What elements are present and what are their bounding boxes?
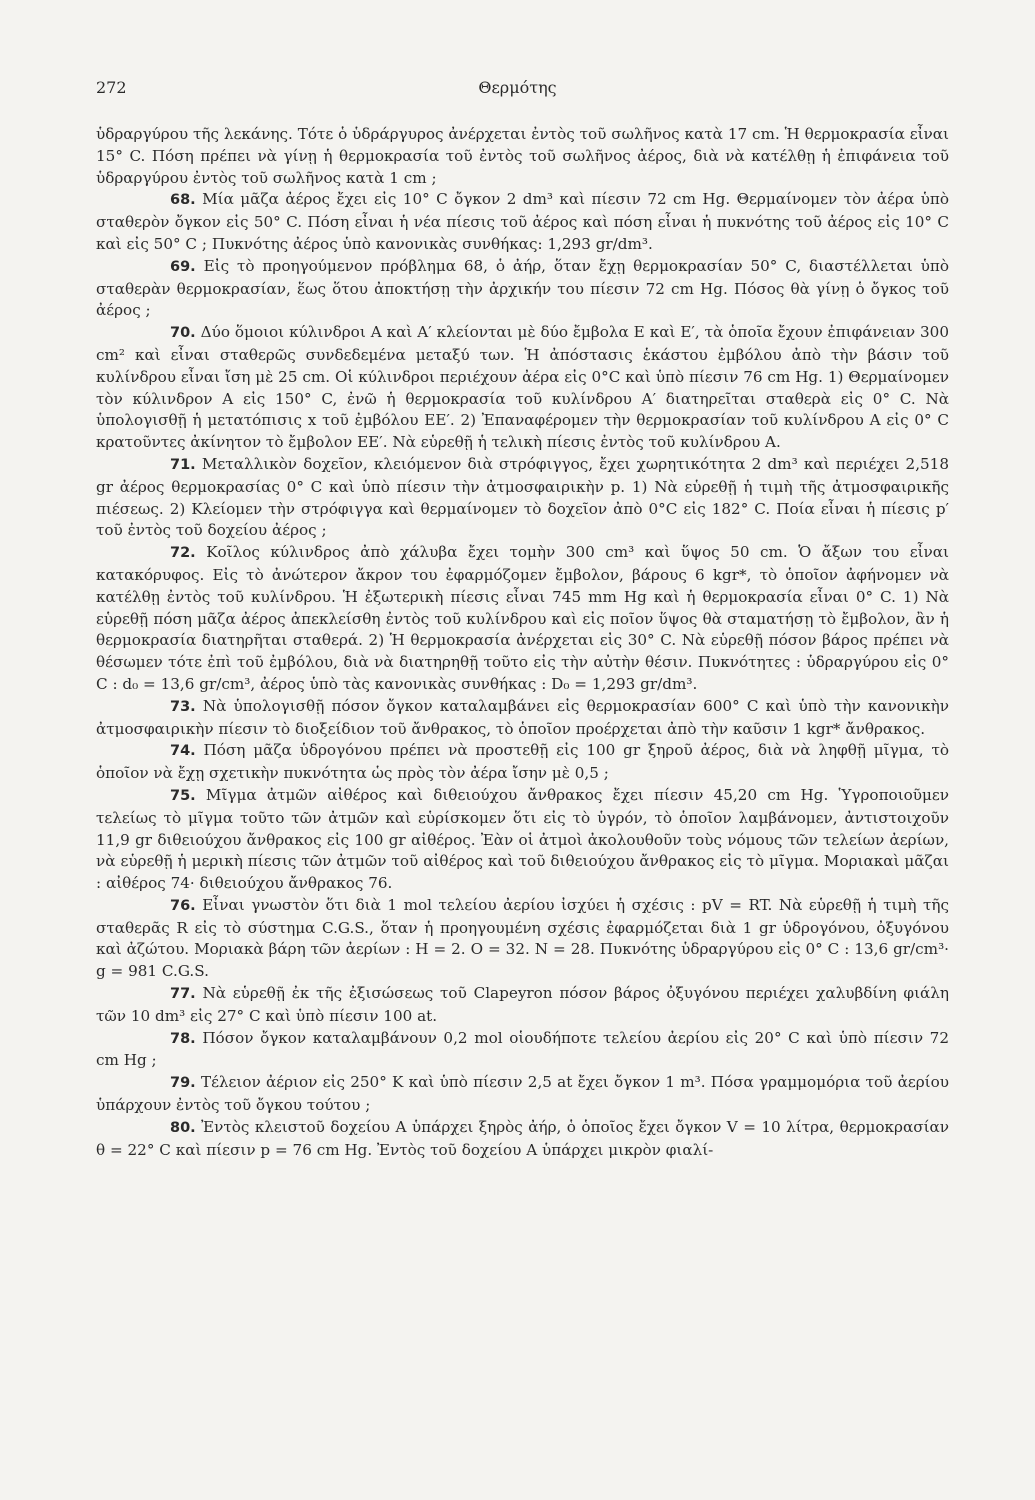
problem-number: 80. (170, 1119, 196, 1136)
problem-text: Νὰ ὑπολογισθῇ πόσον ὄγκον καταλαμβάνει εἰς θερμοκρασίαν 600° C καὶ ὑπὸ τὴν κανονικὴν ἀτμοσφαιρικὴν πίεσιν τὸ διοξείδιον τοῦ ἄνθρακος, τὸ ὁποῖον προέρχεται ἀπὸ τὴν καῦσιν 1 kgr* ἄνθρακος. (96, 696, 950, 738)
problem-79 (96, 1072, 949, 1117)
problem-text: Νὰ εὑρεθῇ ἐκ τῆς ἐξισώσεως τοῦ Clapeyron πόσον βάρος ὀξυγόνου περιέχει χαλυβδίνη φιάλη τῶν 10 dm³ εἰς 27° C καὶ ὑπὸ πίεσιν 100 at. (96, 984, 949, 1025)
problem-text: Ἐντὸς κλειστοῦ δοχείου Α ὑπάρχει ξηρὸς ἀήρ, ὁ ὁποῖος ἔχει ὄγκον V = 10 λίτρα, θερμοκρασίαν θ = 22° C καὶ πίεσιν p = 76 cm Hg. Ἐντὸς τοῦ δοχείου Α ὑπάρχει μικρὸν φιαλί- (96, 1117, 950, 1159)
problem-number: 76. (170, 897, 196, 914)
problem-number: 70. (170, 325, 196, 342)
problem-72 (96, 542, 949, 696)
problem-text: Μεταλλικὸν δοχεῖον, κλειόμενον διὰ στρόφιγγος, ἔχει χωρητικότητα 2 dm³ καὶ περιέχει 2,518 gr ἀέρος θερμοκρασίας 0° C καὶ ὑπὸ πίεσιν τὴν ἀτμοσφαιρικὴν p. 1) Νὰ εὑρεθῇ ἡ τιμὴ τῆς ἀτμοσφαιρικῆς πιέσεως. 2) Κλείομεν τὴν στρόφιγγα καὶ θερμαίνομεν τὸ δοχεῖον ἀπὸ 0°C εἰς 182° C. Ποία εἶναι ἡ πίεσις p′ τοῦ ἐντὸς τοῦ δοχείου ἀέρος ; (96, 454, 950, 540)
running-title: Θερμότης (478, 78, 557, 97)
problem-text: Τέλειον ἀέριον εἰς 250° K καὶ ὑπὸ πίεσιν 2,5 at ἔχει ὄγκον 1 m³. Πόσα γραμμομόρια τοῦ ἀερίου ὑπάρχουν ἐντὸς τοῦ ὄγκου τούτου ; (96, 1073, 950, 1115)
page-header (96, 74, 939, 104)
page-number: 272 (96, 78, 127, 97)
problem-text: Εἰς τὸ προηγούμενον πρόβλημα 68, ὁ ἀήρ, ὅταν ἔχῃ θερμοκρασίαν 50° C, διαστέλλεται ὑπὸ σταθερὰν θερμοκρασίαν, ἕως ὅτου ἀποκτήσῃ τὴν ἀρχικήν του πίεσιν 72 cm Hg. Πόσος θὰ γίνῃ ὁ ὄγκος τοῦ ἀέρος ; (96, 256, 949, 320)
problem-number: 77. (170, 986, 196, 1003)
problem-number: 68. (170, 192, 196, 209)
problem-text: Μῖγμα ἀτμῶν αἰθέρος καὶ διθειούχου ἄνθρακος ἔχει πίεσιν 45,20 cm Hg. Ὑγροποιοῦμεν τελείως τὸ μῖγμα τοῦτο τῶν ἀτμῶν καὶ εὑρίσκομεν ὅτι εἰς τὸ ὑγρόν, τὸ ὁποῖον λαμβάνομεν, ἀντιστοιχοῦν 11,9 gr διθειούχου ἄνθρακος εἰς 100 gr αἰθέρος. Ἐὰν οἱ ἀτμοὶ ἀκολουθοῦν τοὺς νόμους τῶν τελείων ἀερίων, νὰ εὑρεθῇ ἡ μερικὴ πίεσις τῶν ἀτμῶν τοῦ αἰθέρος καὶ τοῦ διθειούχου ἄνθρακος εἰς τὸ μῖγμα. Μοριακαὶ μᾶζαι : αἰθέρος 74· διθειούχου ἄνθρακος 76. (96, 785, 950, 893)
problem-number: 74. (170, 743, 196, 760)
problem-text: Εἶναι γνωστὸν ὅτι διὰ 1 mol τελείου ἀερίου ἰσχύει ἡ σχέσις : pV = RT. Νὰ εὑρεθῇ ἡ τιμὴ τῆς σταθερᾶς R εἰς τὸ σύστημα C.G.S., ὅταν ἡ προηγουμένη σχέσις ἐφαρμόζεται διὰ 1 gr ὑδρογόνου, ὀξυγόνου καὶ ἀζώτου. Μοριακὰ βάρη τῶν ἀερίων : H = 2. O = 32. N = 28. Πυκνότης ὑδραργύρου εἰς 0° C : 13,6 gr/cm³· g = 981 C.G.S. (96, 895, 949, 981)
problem-text: Δύο ὅμοιοι κύλινδροι Α καὶ Α′ κλείονται μὲ δύο ἔμβολα Ε καὶ Ε′, τὰ ὁποῖα ἔχουν ἐπιφάνειαν 300 cm² καὶ εἶναι σταθερῶς συνδεδεμένα μεταξύ των. Ἡ ἀπόστασις ἑκάστου ἐμβόλου ἀπὸ τὴν βάσιν τοῦ κυλίνδρου εἶναι ἴση μὲ 25 cm. Οἱ κύλινδροι περιέχουν ἀέρα εἰς 0°C καὶ ὑπὸ πίεσιν 76 cm Hg. 1) Θερμαίνομεν τὸν κύλινδρον Α εἰς 150° C, ἐνῶ ἡ θερμοκρασία τοῦ κυλίνδρου Α′ διατηρεῖται σταθερὰ εἰς 0° C. Νὰ ὑπολογισθῇ ἡ μετατόπισις x τοῦ ἐμβόλου ΕΕ′. 2) Ἐπαναφέρομεν τὴν θερμοκρασίαν τοῦ κυλίνδρου Α εἰς 0° C κρατοῦντες ἀκίνητον τὸ ἔμβολον ΕΕ′. Νὰ εὑρεθῇ ἡ τελικὴ πίεσις ἐντὸς τοῦ κυλίνδρου Α. (96, 323, 950, 452)
problem-78 (96, 1028, 949, 1073)
problem-number: 73. (170, 698, 196, 715)
problem-73 (96, 696, 949, 741)
problem-74 (96, 740, 949, 785)
problem-number: 69. (170, 258, 196, 275)
problem-76 (96, 895, 949, 983)
problem-75 (96, 785, 949, 895)
problem-text: Μία μᾶζα ἀέρος ἔχει εἰς 10° C ὄγκον 2 dm³ καὶ πίεσιν 72 cm Hg. Θερμαίνομεν τὸν ἀέρα ὑπὸ σταθερὸν ὄγκον εἰς 50° C. Πόση εἶναι ἡ νέα πίεσις τοῦ ἀέρος καὶ πόση εἶναι ἡ πυκνότης τοῦ ἀέρος εἰς 10° C καὶ εἰς 50° C ; Πυκνότης ἀέρος ὑπὸ κανονικὰς συνθήκας: 1,293 gr/dm³. (96, 190, 949, 253)
problem-69 (96, 256, 949, 322)
problem-number: 72. (170, 545, 196, 562)
problem-number: 79. (170, 1075, 196, 1092)
page-body (96, 124, 949, 1161)
problem-77 (96, 983, 949, 1028)
problem-number: 75. (170, 787, 196, 804)
problem-70 (96, 322, 949, 454)
problem-71 (96, 454, 949, 542)
problem-80 (96, 1117, 949, 1162)
intro-paragraph: ὑδραργύρου τῆς λεκάνης. Τότε ὁ ὑδράργυρος ἀνέρχεται ἐντὸς τοῦ σωλῆνος κατὰ 17 cm. Ἡ θερμοκρασία εἶναι 15° C. Πόση πρέπει νὰ γίνῃ ἡ θερμοκρασία τοῦ ἐντὸς τοῦ σωλῆνος ἀέρος, διὰ νὰ κατέλθῃ ἡ ἐπιφάνεια τοῦ ὑδραργύρου ἐντὸς τοῦ σωλῆνος κατὰ 1 cm ; (96, 125, 949, 187)
problem-text: Πόσον ὄγκον καταλαμβάνουν 0,2 mol οἱουδήποτε τελείου ἀερίου εἰς 20° C καὶ ὑπὸ πίεσιν 72 cm Hg ; (96, 1028, 950, 1070)
problem-text: Πόση μᾶζα ὑδρογόνου πρέπει νὰ προστεθῇ εἰς 100 gr ξηροῦ ἀέρος, διὰ νὰ ληφθῇ μῖγμα, τὸ ὁποῖον νὰ ἔχῃ σχετικὴν πυκνότητα ὡς πρὸς τὸν ἀέρα ἴσην μὲ 0,5 ; (96, 741, 949, 783)
problem-text: Κοῖλος κύλινδρος ἀπὸ χάλυβα ἔχει τομὴν 300 cm³ καὶ ὕψος 50 cm. Ὁ ἄξων του εἶναι κατακόρυφος. Εἰς τὸ ἀνώτερον ἄκρον του ἐφαρμόζομεν ἔμβολον, βάρους 6 kgr*, τὸ ὁποῖον ἀφήνομεν νὰ κατέλθῃ ἐντὸς τοῦ κυλίνδρου. Ἡ ἐξωτερικὴ πίεσις εἶναι 745 mm Hg καὶ ἡ θερμοκρασία εἶναι 0° C. 1) Νὰ εὑρεθῇ πόση μᾶζα ἀέρος ἀπεκλείσθη ἐντὸς τοῦ κυλίνδρου καὶ εἰς ποῖον ὕψος θὰ σταματήσῃ τὸ ἔμβολον, ἂν ἡ θερμοκρασία διατηρῆται σταθερά. 2) Ἡ θερμοκρασία ἀνέρχεται εἰς 30° C. Νὰ εὑρεθῇ πόσον βάρος πρέπει νὰ θέσωμεν τότε ἐπὶ τοῦ ἐμβόλου, διὰ νὰ διατηρηθῇ τοῦτο εἰς τὴν αὐτὴν θέσιν. Πυκνότητες : ὑδραργύρου εἰς 0° C : d₀ = 13,6 gr/cm³, ἀέρος ὑπὸ τὰς κανονικὰς συνθήκας : D₀ = 1,293 gr/dm³. (96, 543, 950, 693)
problem-number: 71. (170, 456, 196, 473)
problem-number: 78. (170, 1030, 196, 1047)
problem-68 (96, 189, 949, 255)
